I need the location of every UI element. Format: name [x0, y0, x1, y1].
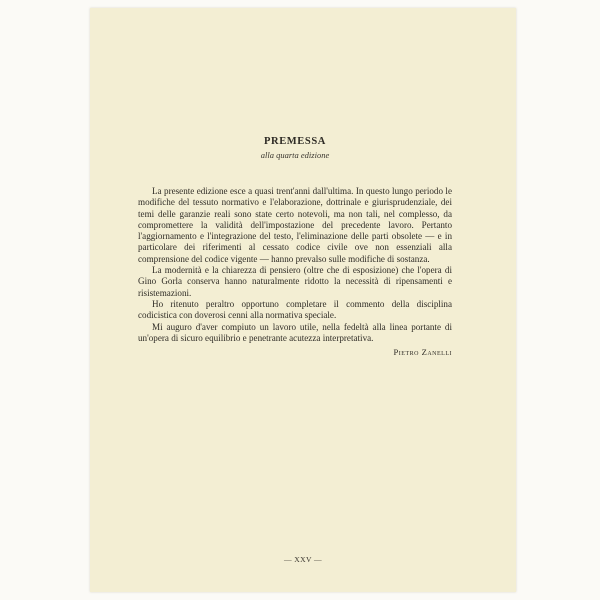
paragraph-2: La modernità e la chiarezza di pensiero (oltre che di esposizione) che l'opera di Gino Gorla conserva hanno naturalmente ridotto la necessità di ripensamenti e risistemazioni. — [138, 265, 452, 298]
page-title: PREMESSA — [264, 136, 326, 147]
paragraph-1: La presente edizione esce a quasi trent'anni dall'ultima. In questo lungo periodo le modifiche del tessuto normativo e l'elaborazione, dottrinale e giurisprudenziale, dei temi delle garanzie reali sono state certo notevoli, ma non tali, nel complesso, da compromettere la validità dell'impostazione del precedente lavoro. Pertanto l'aggiornamento e l'integrazione del testo, l'eliminazione delle parti obsolete — e in particolare dei riferimenti al cessato codice civile ove non essenziali alla comprensione del codice vigente — hanno prevalso sulle modifiche di sostanza. — [138, 186, 452, 264]
page-subtitle: alla quarta edizione — [260, 150, 330, 160]
page-content — [138, 136, 452, 357]
page-number: — XXV — — [283, 555, 323, 564]
book-page — [90, 8, 516, 592]
author-signature: Pietro Zanelli — [393, 347, 452, 358]
paragraph-4: Mi auguro d'aver compiuto un lavoro utile, nella fedeltà alla linea portante di un'opera di sicuro equilibrio e penetrante acutezza interpretativa. — [138, 321, 452, 343]
paragraph-3: Ho ritenuto peraltro opportuno completare il commento della disciplina codicistica con doverosi cenni alla normativa speciale. — [138, 298, 452, 321]
body-text — [138, 186, 452, 344]
